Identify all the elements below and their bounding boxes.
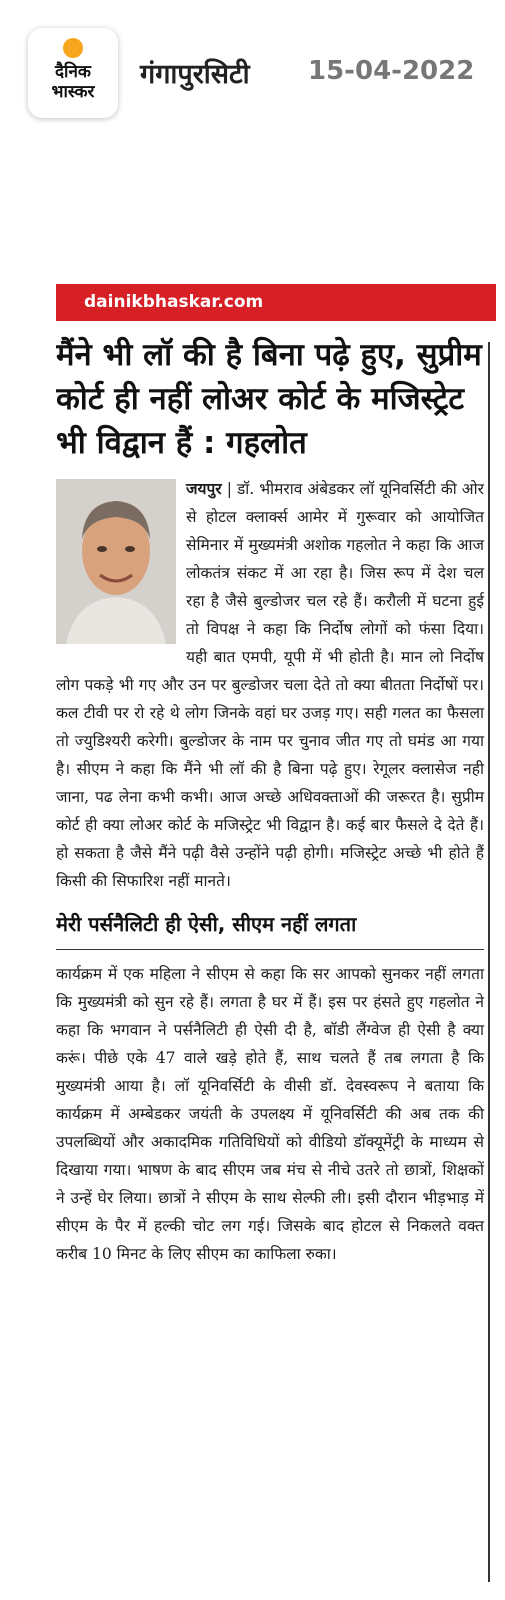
source-bar: dainikbhaskar.com bbox=[56, 284, 496, 321]
subhead-divider bbox=[56, 949, 484, 950]
edition-date: 15-04-2022 bbox=[308, 56, 475, 86]
clipping-header bbox=[0, 0, 505, 150]
article-subhead: मेरी पर्सनैलिटी ही ऐसी, सीएम नहीं लगता bbox=[56, 912, 357, 936]
dainik-bhaskar-logo bbox=[28, 28, 118, 118]
article-body-1 bbox=[56, 475, 484, 895]
logo-sun-icon bbox=[63, 38, 83, 58]
article-headline: मैंने भी लॉ की है बिना पढ़े हुए, सुप्रीम कोर्ट ही नहीं लोअर कोर्ट के मजिस्ट्रेट भी विद्वान हैं : गहलोत bbox=[56, 337, 482, 461]
logo-text-line2: भास्कर bbox=[51, 82, 95, 102]
article-dateline: जयपुर bbox=[186, 479, 222, 498]
edition-city: गंगापुरसिटी bbox=[140, 59, 250, 90]
logo-text-line1: दैनिक bbox=[55, 62, 91, 82]
article-body-2: कार्यक्रम में एक महिला ने सीएम से कहा कि सर आपको सुनकर नहीं लगता कि मुख्यमंत्री को सुन रहे हैं। लगता है घर में हैं। इस पर हंसते हुए गहलोत ने कहा कि भगवान ने पर्सनैलिटी ही ऐसी दी है, बॉडी लैंग्वेज ही ऐसी है क्या करूं। पीछे एके 47 वाले खड़े होते हैं, साथ चलते हैं तब लगता है कि मुख्यमंत्री आया है। लॉ यूनिवर्सिटी के वीसी डॉ. देवस्वरूप ने बताया कि कार्यक्रम में अम्बेडकर जयंती के उपलक्ष्य में यूनिवर्सिटी की अब तक की उपलब्धियों और अकादमिक गतिविधियों को वीडियो डॉक्यूमेंट्री के माध्यम से दिखाया गया। भाषण के बाद सीएम जब मंच से नीचे उतरे तो छात्रों, शिक्षकों ने उन्हें घेर लिया। छात्रों ने सीएम के साथ सेल्फी ली। इसी दौरान भीड़भाड़ में सीएम के पैर में हल्की चोट लग गई। जिसके बाद होटल से निकलते वक्त करीब 10 मिनट के लिए सीएम का काफिला रुका। bbox=[56, 965, 484, 1263]
portrait-illustration bbox=[56, 479, 176, 644]
portrait-photo bbox=[56, 479, 176, 644]
news-article bbox=[56, 284, 496, 1600]
article-body-1-text: | डॉ. भीमराव अंबेडकर लॉ यूनिवर्सिटी की ओर से होटल क्लार्क्स आमेर में गुरूवार को आयोजित सेमिनार में मुख्यमंत्री अशोक गहलोत ने कहा कि आज लोकतंत्र संकट में आ रहा है। जिस रूप में देश चल रहा है जैसे बुल्डोजर चल रहे हैं। करौली में घटना हुई तो विपक्ष ने कहा कि निर्दोष लोगों को फंसा दिया। यही बात एमपी, यूपी में भी होती है। मान लो निर्दोष लोग पकड़े भी गए और उन पर बुल्डोजर चला देते तो क्या बीतता निर्दोषों पर। कल टीवी पर रो रहे थे लोग जिनके वहां घर उजड़ गए। सही गलत का फैसला तो ज्युडिश्यरी करेगी। बुल्डोजर के नाम पर चुनाव जीत गए तो घमंड आ गया है। सीएम ने कहा कि मैंने भी लॉ की है बिना पढ़े हुए। रेगूलर क्लासेज नही जाना, पढ लेना कभी कभी। आज अच्छे अधिवक्ताओं की जरूरत है। सुप्रीम कोर्ट ही क्या लोअर कोर्ट के मजिस्ट्रेट भी विद्वान है। कई बार फैसले दे देते हैं। हो सकता है जैसे मैंने पढ़ी वैसे उन्होंने पढ़ी होगी। मजिस्ट्रेट अच्छे भी होते हैं किसी की सिफारिश नहीं मानते। bbox=[56, 480, 484, 890]
column-rule bbox=[488, 342, 490, 1582]
